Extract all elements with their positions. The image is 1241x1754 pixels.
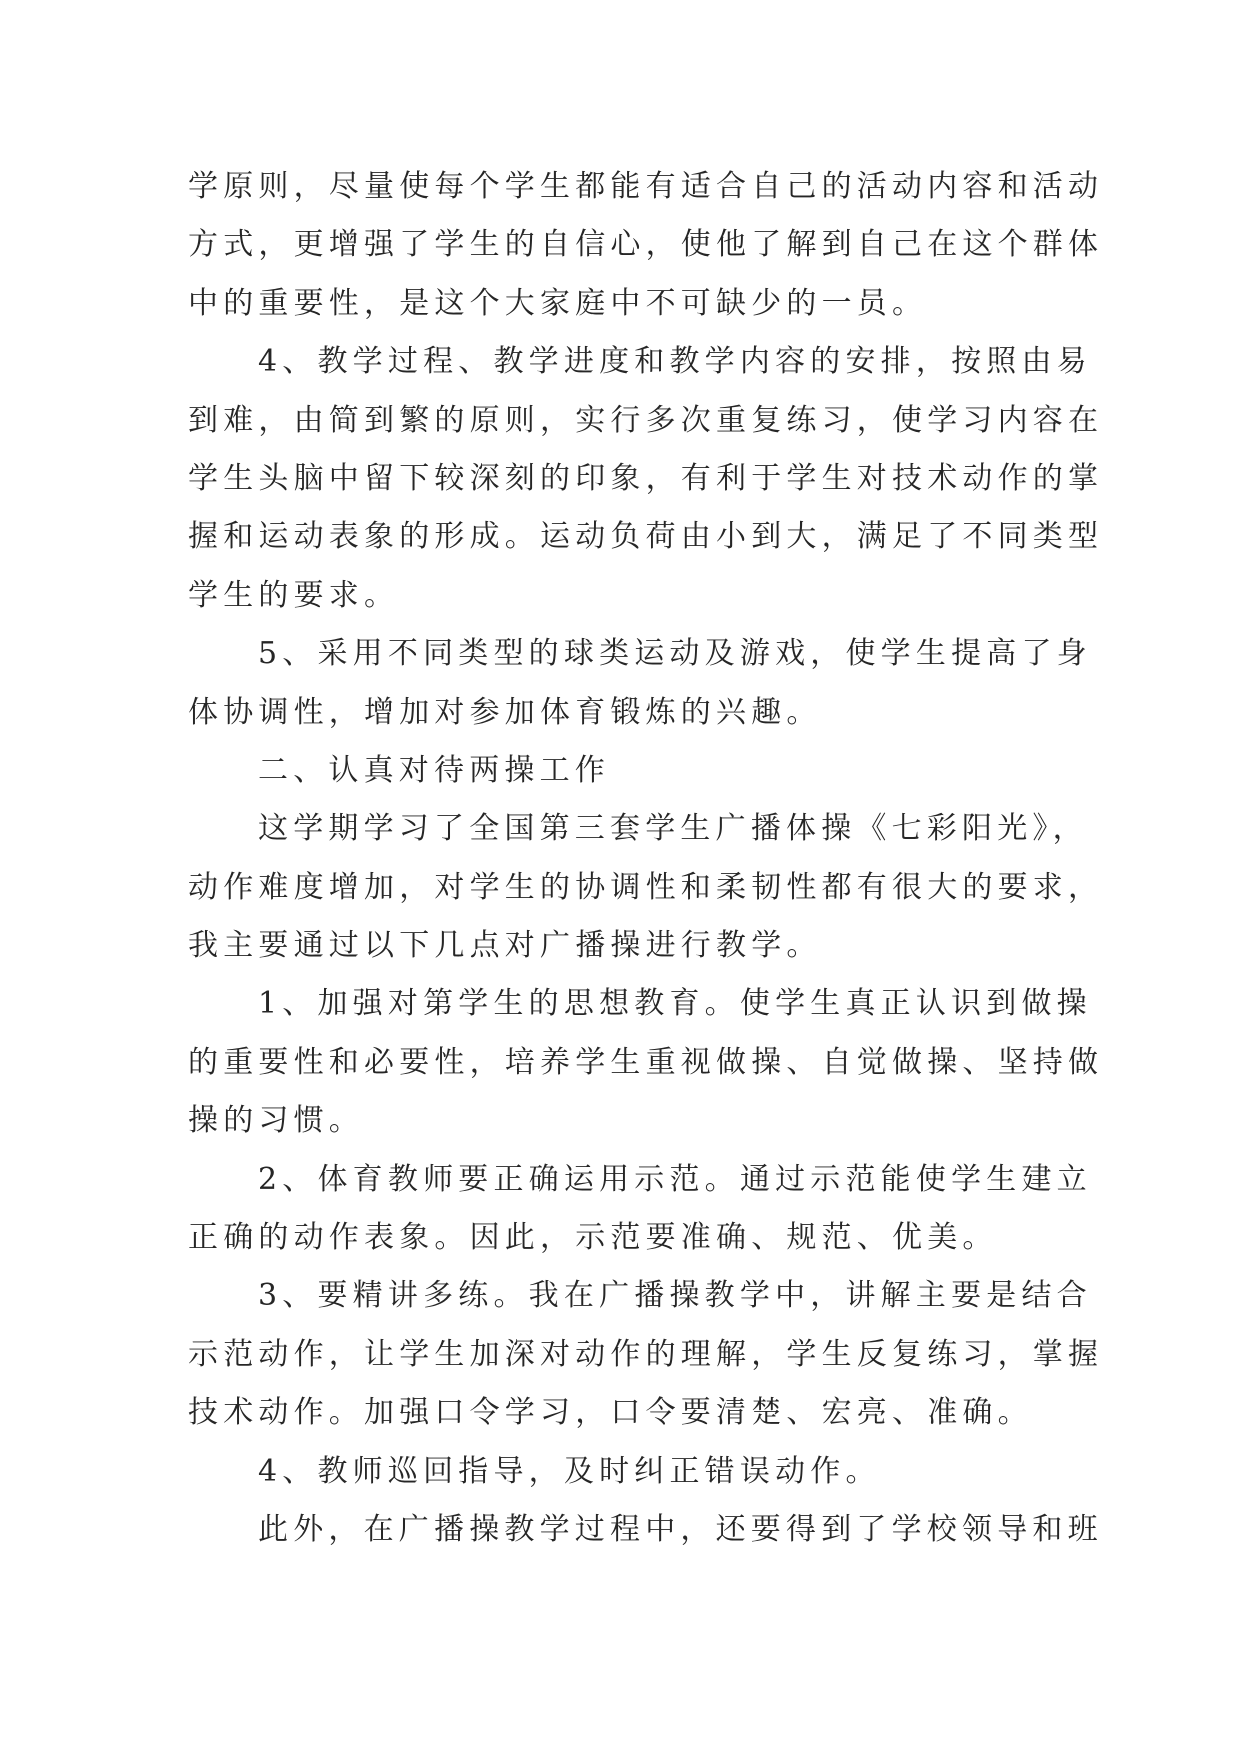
text-line: 3、要精讲多练。我在广播操教学中，讲解主要是结合 <box>258 1278 1092 1314</box>
text-line: 5、采用不同类型的球类运动及游戏，使学生提高了身 <box>258 636 1092 672</box>
text-line: 我主要通过以下几点对广播操进行教学。 <box>188 928 822 964</box>
text-line: 这学期学习了全国第三套学生广播体操《七彩阳光》， <box>258 811 1088 847</box>
text-line: 技术动作。加强口令学习，口令要清楚、宏亮、准确。 <box>188 1395 1033 1431</box>
text-line: 到难，由简到繁的原则，实行多次重复练习，使学习内容在 <box>188 402 1104 438</box>
text-line: 学生的要求。 <box>188 577 400 613</box>
text-line: 1、加强对第学生的思想教育。使学生真正认识到做操 <box>258 986 1092 1022</box>
section-heading: 二、认真对待两操工作 <box>258 752 610 788</box>
text-line: 示范动作，让学生加深对动作的理解，学生反复练习，掌握 <box>188 1336 1104 1372</box>
text-line: 正确的动作表象。因此，示范要准确、规范、优美。 <box>188 1220 998 1256</box>
text-line: 此外，在广播操教学过程中，还要得到了学校领导和班 <box>258 1511 1103 1547</box>
text-line: 4、教师巡回指导，及时纠正错误动作。 <box>258 1453 881 1489</box>
text-line: 的重要性和必要性，培养学生重视做操、自觉做操、坚持做 <box>188 1044 1104 1080</box>
text-line: 2、体育教师要正确运用示范。通过示范能使学生建立 <box>258 1161 1092 1197</box>
text-line: 操的习惯。 <box>188 1103 364 1139</box>
text-line: 中的重要性，是这个大家庭中不可缺少的一员。 <box>188 285 928 321</box>
text-line: 学生头脑中留下较深刻的印象，有利于学生对技术动作的掌 <box>188 460 1104 496</box>
text-line: 体协调性，增加对参加体育锻炼的兴趣。 <box>188 694 822 730</box>
text-line: 动作难度增加，对学生的协调性和柔韧性都有很大的要求， <box>188 869 1104 905</box>
text-line: 学原则，尽量使每个学生都能有适合自己的活动内容和活动 <box>188 169 1104 204</box>
text-line: 4、教学过程、教学进度和教学内容的安排，按照由易 <box>258 344 1092 380</box>
text-line: 握和运动表象的形成。运动负荷由小到大，满足了不同类型 <box>188 519 1104 555</box>
text-line: 方式，更增强了学生的自信心，使他了解到自己在这个群体 <box>188 227 1104 263</box>
body-text <box>188 158 1104 1559</box>
